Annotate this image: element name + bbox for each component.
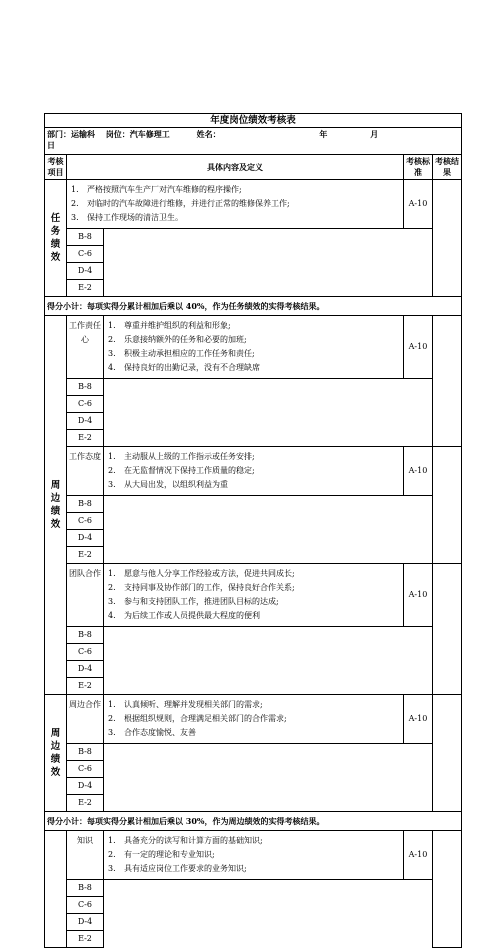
content-items (67, 180, 404, 229)
grade-option: C-6 (67, 644, 104, 661)
section-label-peripheral-2: 周 边 绩 效 (45, 695, 67, 812)
item-text: 从大局出发，以组织利益为重 (124, 480, 228, 489)
task-summary: 得分小计：每项实得分累计相加后乘以 40%，作为任务绩效的实得考核结果。 (45, 297, 462, 316)
grade-option: C-6 (67, 246, 104, 263)
subitem-label: 团队合作 (67, 564, 104, 627)
item-number: 1. (71, 185, 79, 194)
item-number: 1. (108, 700, 116, 709)
content-item (71, 183, 399, 197)
grade-row (45, 316, 462, 379)
result-cell[interactable] (433, 180, 462, 297)
item-text: 有一定的理论和专业知识; (124, 850, 215, 859)
item-text: 支持同事及协作部门的工作，保持良好合作关系; (124, 583, 295, 592)
content-item (71, 197, 399, 211)
result-cell[interactable] (433, 316, 462, 447)
item-text: 主动服从上级的工作指示或任务安排; (124, 452, 255, 461)
day-label: 日 (47, 140, 55, 150)
content-items (104, 316, 404, 379)
item-number: 3. (108, 728, 116, 737)
item-text: 参与和支持团队工作，推进团队目标的达成; (124, 597, 279, 606)
item-text: 保持工作现场的清洁卫生。 (87, 213, 183, 222)
month-label: 月 (370, 129, 379, 139)
grade-option: A-10 (404, 564, 433, 627)
subitem-label: 周边合作 (67, 695, 104, 744)
post-value: 汽车修理工 (129, 129, 170, 139)
grade-option: A-10 (404, 695, 433, 744)
grade-option: B-8 (67, 880, 104, 897)
grade-row (45, 564, 462, 627)
grade-row (45, 430, 462, 447)
content-items (104, 447, 404, 496)
grade-option: A-10 (404, 831, 433, 880)
grade-row (45, 744, 462, 761)
grade-row (45, 678, 462, 695)
form-meta-line (45, 128, 462, 155)
grade-option: D-4 (67, 530, 104, 547)
grade-row (45, 695, 462, 744)
grade-row (45, 447, 462, 496)
item-text: 愿意与他人分享工作经验或方法，促进共同成长; (124, 569, 295, 578)
item-text: 保持良好的出勤记录，没有不合理缺席 (124, 363, 260, 372)
content-item (108, 319, 399, 333)
grade-option: B-8 (67, 379, 104, 396)
content-item (108, 834, 399, 848)
result-cell[interactable] (433, 695, 462, 812)
item-number: 3. (108, 864, 116, 873)
grade-row (45, 831, 462, 880)
content-item (108, 848, 399, 862)
item-text: 合作态度愉悦、友善 (124, 728, 196, 737)
grade-option: D-4 (67, 661, 104, 678)
item-number: 4. (108, 611, 116, 620)
content-items (104, 831, 404, 880)
item-number: 2. (108, 335, 116, 344)
grade-row (45, 914, 462, 931)
content-item (108, 726, 399, 740)
grade-option: D-4 (67, 263, 104, 280)
grade-option: A-10 (404, 180, 433, 229)
item-number: 1. (108, 321, 116, 330)
grade-option: B-8 (67, 627, 104, 644)
content-item (108, 333, 399, 347)
grade-row (45, 229, 462, 246)
grade-row (45, 644, 462, 661)
item-text: 根据组织规则，合理满足相关部门的合作需求; (124, 714, 287, 723)
grade-row (45, 530, 462, 547)
grade-row (45, 180, 462, 229)
year-label: 年 (319, 129, 328, 139)
item-number: 1. (108, 836, 116, 845)
content-item (108, 464, 399, 478)
item-number: 2. (108, 714, 116, 723)
grade-row (45, 396, 462, 413)
result-cell[interactable] (433, 447, 462, 564)
item-text: 认真倾听、理解并发现相关部门的需求; (124, 700, 263, 709)
dept-value: 运输科 (71, 129, 95, 139)
item-number: 2. (108, 850, 116, 859)
grade-option: E-2 (67, 678, 104, 695)
grade-option: D-4 (67, 413, 104, 430)
grade-option: B-8 (67, 229, 104, 246)
grade-option: E-2 (67, 280, 104, 297)
form-title: 年度岗位绩效考核表 (45, 114, 462, 128)
grade-option: A-10 (404, 316, 433, 379)
result-cell[interactable] (433, 831, 462, 948)
item-text: 严格按照汽车生产厂对汽车维修的程序操作; (87, 185, 242, 194)
item-text: 尊重并维护组织的利益和形象; (124, 321, 231, 330)
item-text: 具备充分的读写和计算方面的基础知识; (124, 836, 263, 845)
item-text: 为后续工作或人员提供最大程度的便利 (124, 611, 260, 620)
grade-row (45, 761, 462, 778)
item-text: 乐意接纳额外的任务和必要的加班; (124, 335, 247, 344)
header-result: 考核结果 (433, 155, 462, 180)
section-label-task: 任 务 绩 效 (45, 180, 67, 297)
content-item (108, 712, 399, 726)
item-number: 4. (108, 363, 116, 372)
item-number: 2. (108, 583, 116, 592)
item-text: 在无监督情况下保持工作质量的稳定; (124, 466, 255, 475)
item-number: 3. (108, 597, 116, 606)
grade-option: E-2 (67, 931, 104, 948)
item-number: 3. (108, 480, 116, 489)
section-label-peripheral: 周 边 绩 效 (45, 316, 67, 695)
header-standard: 考核标准 (404, 155, 433, 180)
post-label: 岗位： (105, 129, 130, 139)
grade-option: C-6 (67, 396, 104, 413)
grade-row (45, 880, 462, 897)
content-item (108, 581, 399, 595)
grade-option: C-6 (67, 513, 104, 530)
content-item (108, 450, 399, 464)
grade-row (45, 778, 462, 795)
grade-row (45, 280, 462, 297)
header-content: 具体内容及定义 (67, 155, 404, 180)
grade-row (45, 246, 462, 263)
content-item (108, 361, 399, 375)
content-item (108, 862, 399, 876)
content-item (108, 347, 399, 361)
header-item: 考核项目 (45, 155, 67, 180)
content-item (108, 609, 399, 623)
item-text: 具有适应岗位工作要求的业务知识; (124, 864, 247, 873)
result-cell[interactable] (433, 564, 462, 695)
grade-row (45, 513, 462, 530)
item-number: 3. (108, 349, 116, 358)
content-items (104, 695, 404, 744)
section-label-empty (45, 831, 67, 948)
item-number: 2. (71, 199, 79, 208)
performance-appraisal-form (44, 113, 462, 948)
grade-option: D-4 (67, 778, 104, 795)
grade-option: D-4 (67, 914, 104, 931)
content-items (104, 564, 404, 627)
item-number: 3. (71, 213, 79, 222)
grade-row (45, 931, 462, 948)
grade-option: C-6 (67, 897, 104, 914)
item-number: 2. (108, 466, 116, 475)
grade-row (45, 661, 462, 678)
grade-row (45, 795, 462, 812)
grade-option: E-2 (67, 547, 104, 564)
grade-option: B-8 (67, 496, 104, 513)
subitem-label: 知识 (67, 831, 104, 880)
item-text: 积极主动承担相应的工作任务和责任; (124, 349, 255, 358)
grade-row (45, 547, 462, 564)
grade-row (45, 496, 462, 513)
grade-option: B-8 (67, 744, 104, 761)
grade-row (45, 263, 462, 280)
item-number: 1. (108, 452, 116, 461)
grade-option: E-2 (67, 795, 104, 812)
content-item (108, 595, 399, 609)
name-label: 姓名： (196, 129, 221, 139)
grade-row (45, 627, 462, 644)
content-item (108, 567, 399, 581)
dept-label: 部门： (47, 129, 71, 139)
grade-row (45, 379, 462, 396)
grade-row (45, 413, 462, 430)
content-item (71, 211, 399, 225)
subitem-label: 工作态度 (67, 447, 104, 496)
peripheral-summary: 得分小计：每项实得分累计相加后乘以 30%，作为周边绩效的实得考核结果。 (45, 812, 462, 831)
item-text: 对临时的汽车故障进行维修，并进行正常的维修保养工作; (87, 199, 290, 208)
grade-option: C-6 (67, 761, 104, 778)
item-number: 1. (108, 569, 116, 578)
content-item (108, 478, 399, 492)
grade-option: E-2 (67, 430, 104, 447)
subitem-label: 工作责任心 (67, 316, 104, 379)
grade-row (45, 897, 462, 914)
content-item (108, 698, 399, 712)
grade-option: A-10 (404, 447, 433, 496)
